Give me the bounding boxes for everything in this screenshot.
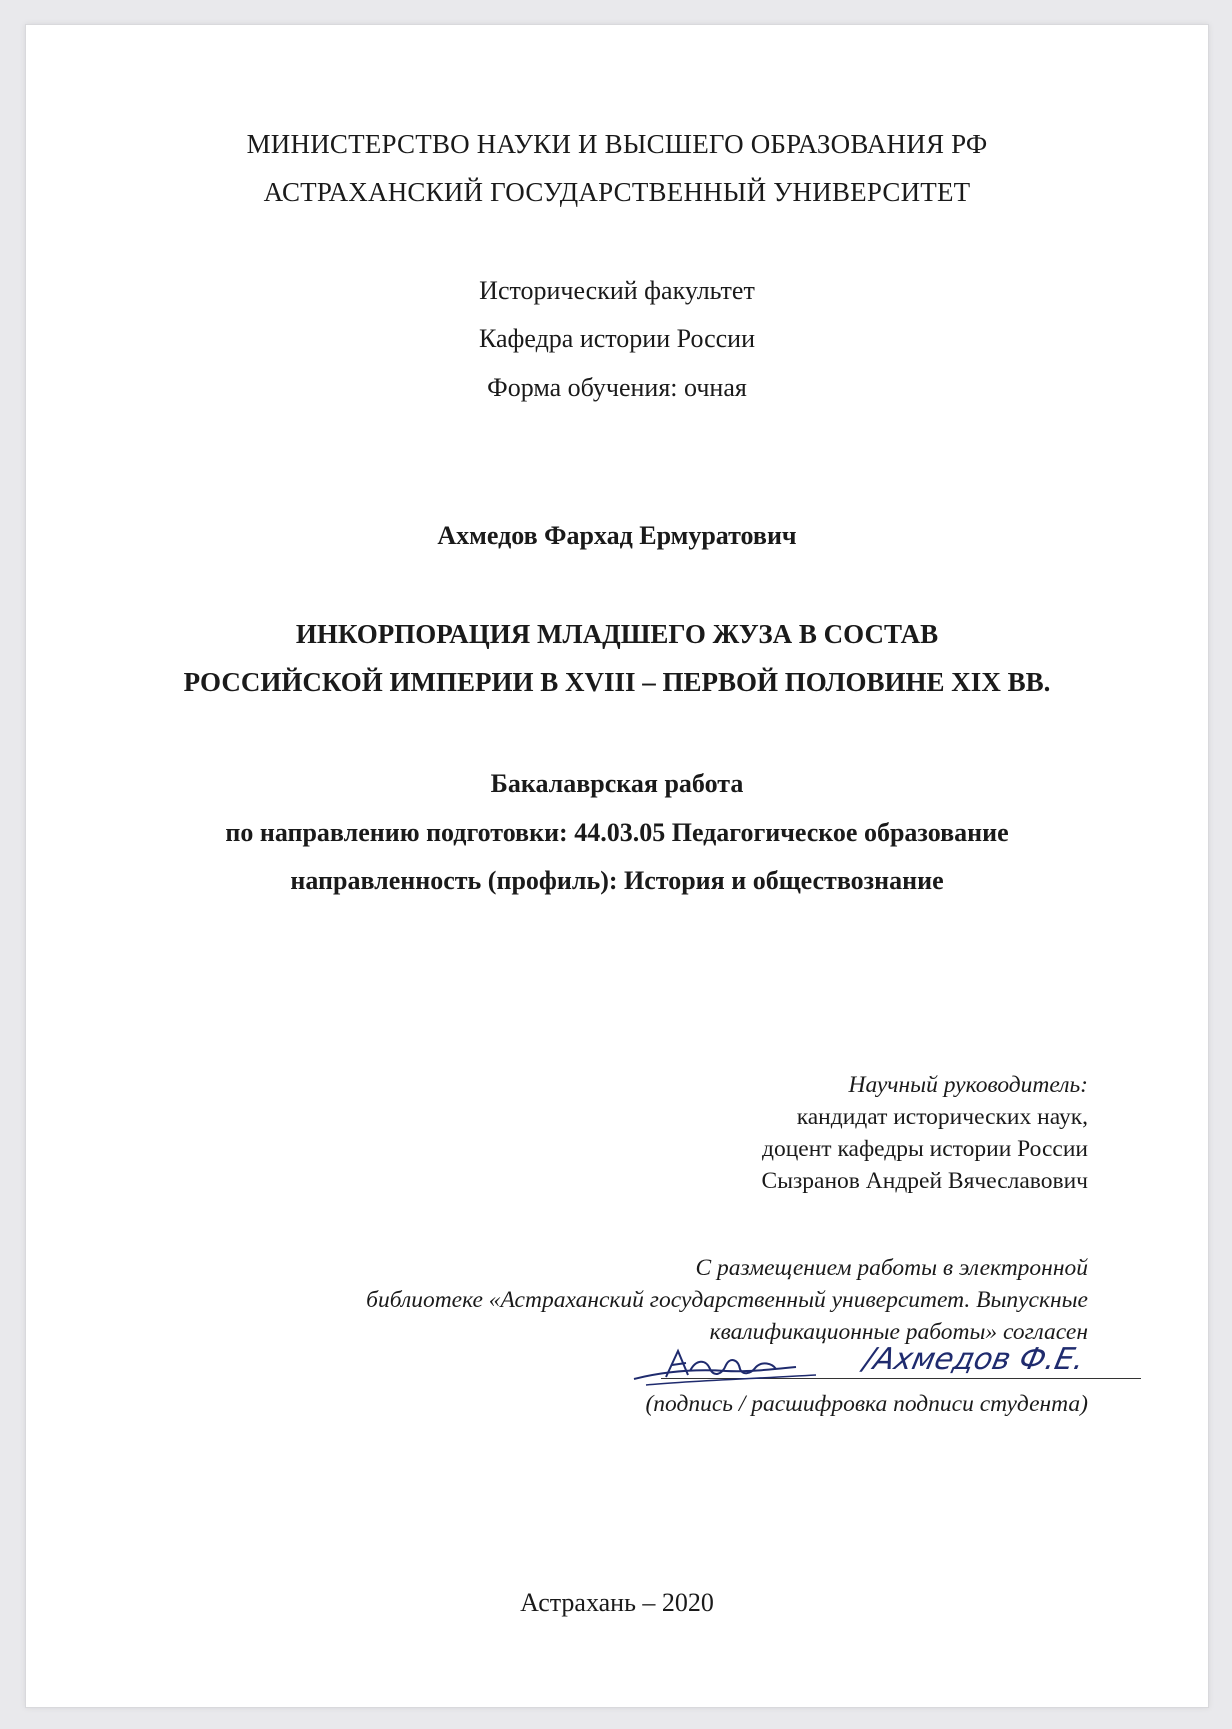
author-name: Ахмедов Фархад Ермуратович <box>437 521 797 550</box>
signature-caption: (подпись / расшифровка подписи студента) <box>645 1391 1088 1417</box>
thesis-title-line-1: ИНКОРПОРАЦИЯ МЛАДШЕГО ЖУЗА В СОСТАВ <box>295 619 939 649</box>
department-name: Кафедра истории России <box>478 324 756 353</box>
supervisor-name: Сызранов Андрей Вячеславович <box>761 1168 1088 1194</box>
student-signature-decoding: /Ахмедов Ф.Е. <box>860 1342 1088 1377</box>
consent-line-1: С размещением работы в электронной <box>695 1255 1088 1281</box>
university-heading: АСТРАХАНСКИЙ ГОСУДАРСТВЕННЫЙ УНИВЕРСИТЕТ <box>263 177 971 207</box>
supervisor-position: доцент кафедры истории России <box>762 1136 1088 1162</box>
work-type: Бакалаврская работа <box>490 769 744 798</box>
study-profile: направленность (профиль): История и обществознание <box>290 866 944 895</box>
study-direction: по направлению подготовки: 44.03.05 Педагогическое образование <box>225 818 1009 847</box>
consent-line-2: библиотеке «Астраханский государственный университет. Выпускные <box>366 1287 1088 1313</box>
faculty-name: Исторический факультет <box>479 276 755 305</box>
document-page <box>25 24 1209 1708</box>
consent-line-3: квалификационные работы» согласен <box>709 1319 1088 1345</box>
ministry-heading: МИНИСТЕРСТВО НАУКИ И ВЫСШЕГО ОБРАЗОВАНИЯ РФ <box>246 129 988 159</box>
student-signature-mark <box>626 1341 846 1393</box>
supervisor-label: Научный руководитель: <box>848 1072 1088 1098</box>
thesis-title-line-2: РОССИЙСКОЙ ИМПЕРИИ В XVIII – ПЕРВОЙ ПОЛОВИНЕ XIX ВВ. <box>183 667 1051 697</box>
supervisor-degree: кандидат исторических наук, <box>796 1104 1088 1130</box>
study-form: Форма обучения: очная <box>487 373 747 402</box>
city-year: Астрахань – 2020 <box>520 1588 714 1617</box>
